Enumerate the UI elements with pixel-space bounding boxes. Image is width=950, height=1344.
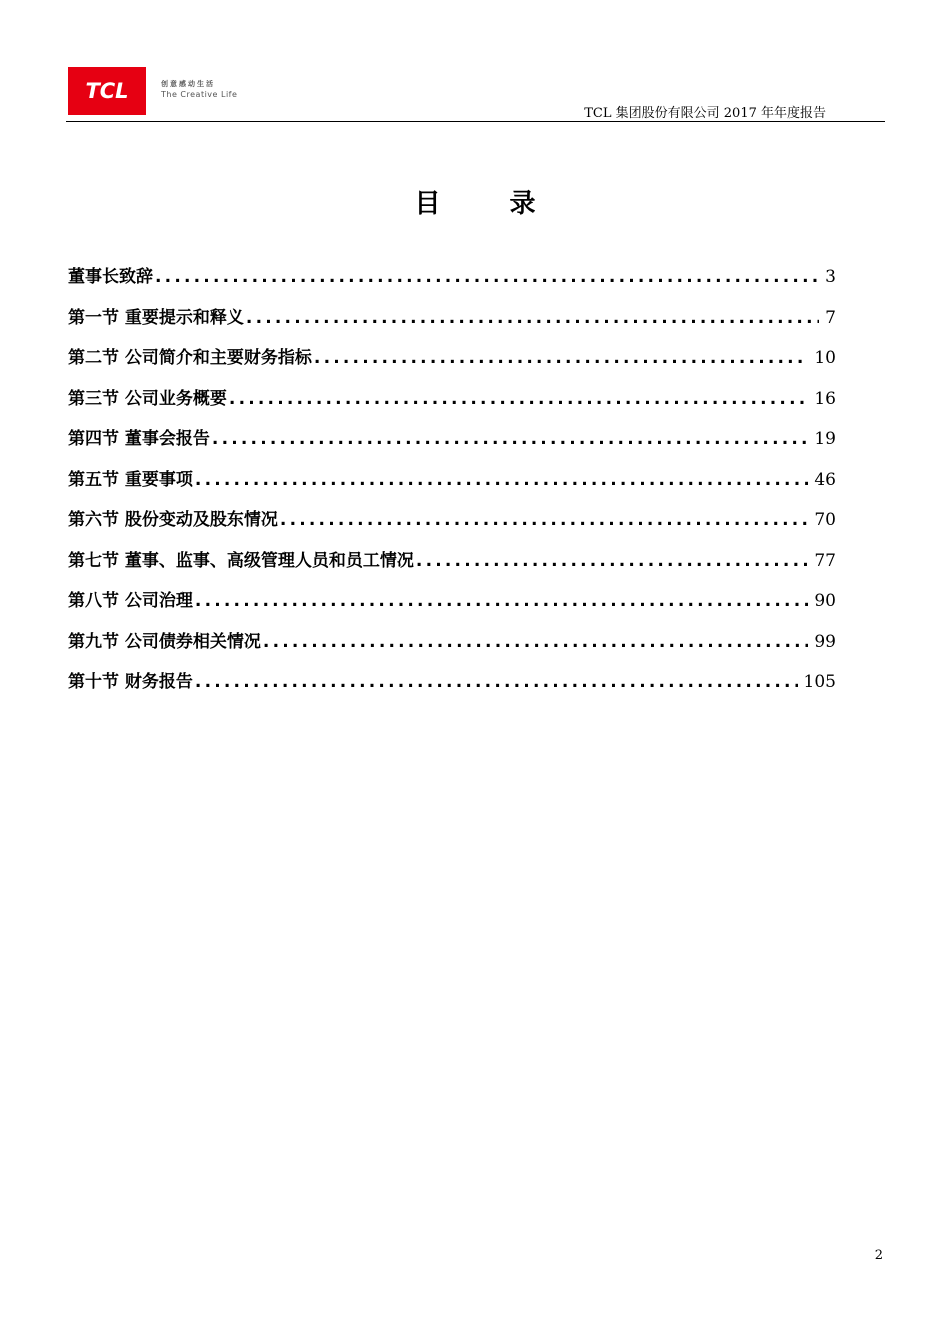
toc-title: 目 录: [414, 189, 566, 219]
toc-entry-page: 16: [814, 388, 836, 409]
toc-entry-label: 第一节 重要提示和释义: [68, 307, 244, 328]
toc-leader-dots: [212, 429, 808, 449]
toc-entry[interactable]: [68, 465, 836, 506]
toc-entry[interactable]: [68, 505, 836, 546]
toc-entry-label: 董事长致辞: [68, 267, 153, 287]
toc-leader-dots: [229, 389, 808, 409]
toc-entry-label: 第七节 董事、监事、高级管理人员和员工情况: [68, 550, 414, 571]
toc-entry-page: 70: [814, 510, 836, 530]
slogan-chinese: 创意感动生活: [161, 80, 215, 88]
toc-entry[interactable]: [68, 667, 836, 708]
brand-slogan: [161, 81, 237, 99]
toc-entry-page: 105: [803, 672, 836, 692]
toc-entry-label: 第六节 股份变动及股东情况: [68, 510, 278, 530]
toc-entry[interactable]: [68, 586, 836, 627]
toc-entry[interactable]: [68, 424, 836, 465]
toc-entry-page: 19: [814, 429, 836, 449]
toc-entry-page: 90: [814, 591, 836, 611]
slogan-english: The Creative Life: [161, 90, 238, 99]
toc-leader-dots: [195, 672, 798, 692]
toc-leader-dots: [280, 510, 808, 530]
toc-entry-page: 10: [814, 348, 836, 368]
toc-entry[interactable]: [68, 262, 836, 303]
header-divider: [66, 121, 885, 122]
toc-entry[interactable]: [68, 343, 836, 384]
toc-leader-dots: [314, 348, 808, 368]
toc-entry-page: 46: [814, 469, 836, 490]
toc-entry-page: 77: [814, 550, 836, 571]
toc-entry-label: 第二节 公司简介和主要财务指标: [68, 348, 312, 368]
toc-leader-dots: [416, 551, 808, 571]
toc-leader-dots: [195, 591, 808, 611]
toc-leader-dots: [263, 632, 808, 652]
page-number: 2: [874, 1248, 883, 1263]
toc-entry-label: 第九节 公司债券相关情况: [68, 631, 261, 652]
toc-entry[interactable]: [68, 627, 836, 668]
logo-text: TCL: [85, 79, 129, 103]
toc-entry-label: 第五节 重要事项: [68, 469, 193, 490]
toc-entry[interactable]: [68, 303, 836, 344]
toc-leader-dots: [246, 308, 819, 328]
toc-entry[interactable]: [68, 546, 836, 587]
toc-entry[interactable]: [68, 384, 836, 425]
tcl-logo: [68, 67, 146, 115]
table-of-contents: [68, 262, 836, 708]
toc-entry-label: 第三节 公司业务概要: [68, 388, 227, 409]
toc-entry-page: 7: [825, 307, 836, 328]
toc-leader-dots: [155, 267, 819, 287]
toc-entry-label: 第四节 董事会报告: [68, 429, 210, 449]
report-header-title: TCL 集团股份有限公司 2017 年年度报告: [584, 106, 826, 121]
toc-entry-label: 第八节 公司治理: [68, 591, 193, 611]
toc-entry-label: 第十节 财务报告: [68, 672, 193, 692]
toc-entry-page: 99: [814, 631, 836, 652]
toc-entry-page: 3: [825, 267, 836, 287]
toc-leader-dots: [195, 470, 808, 490]
